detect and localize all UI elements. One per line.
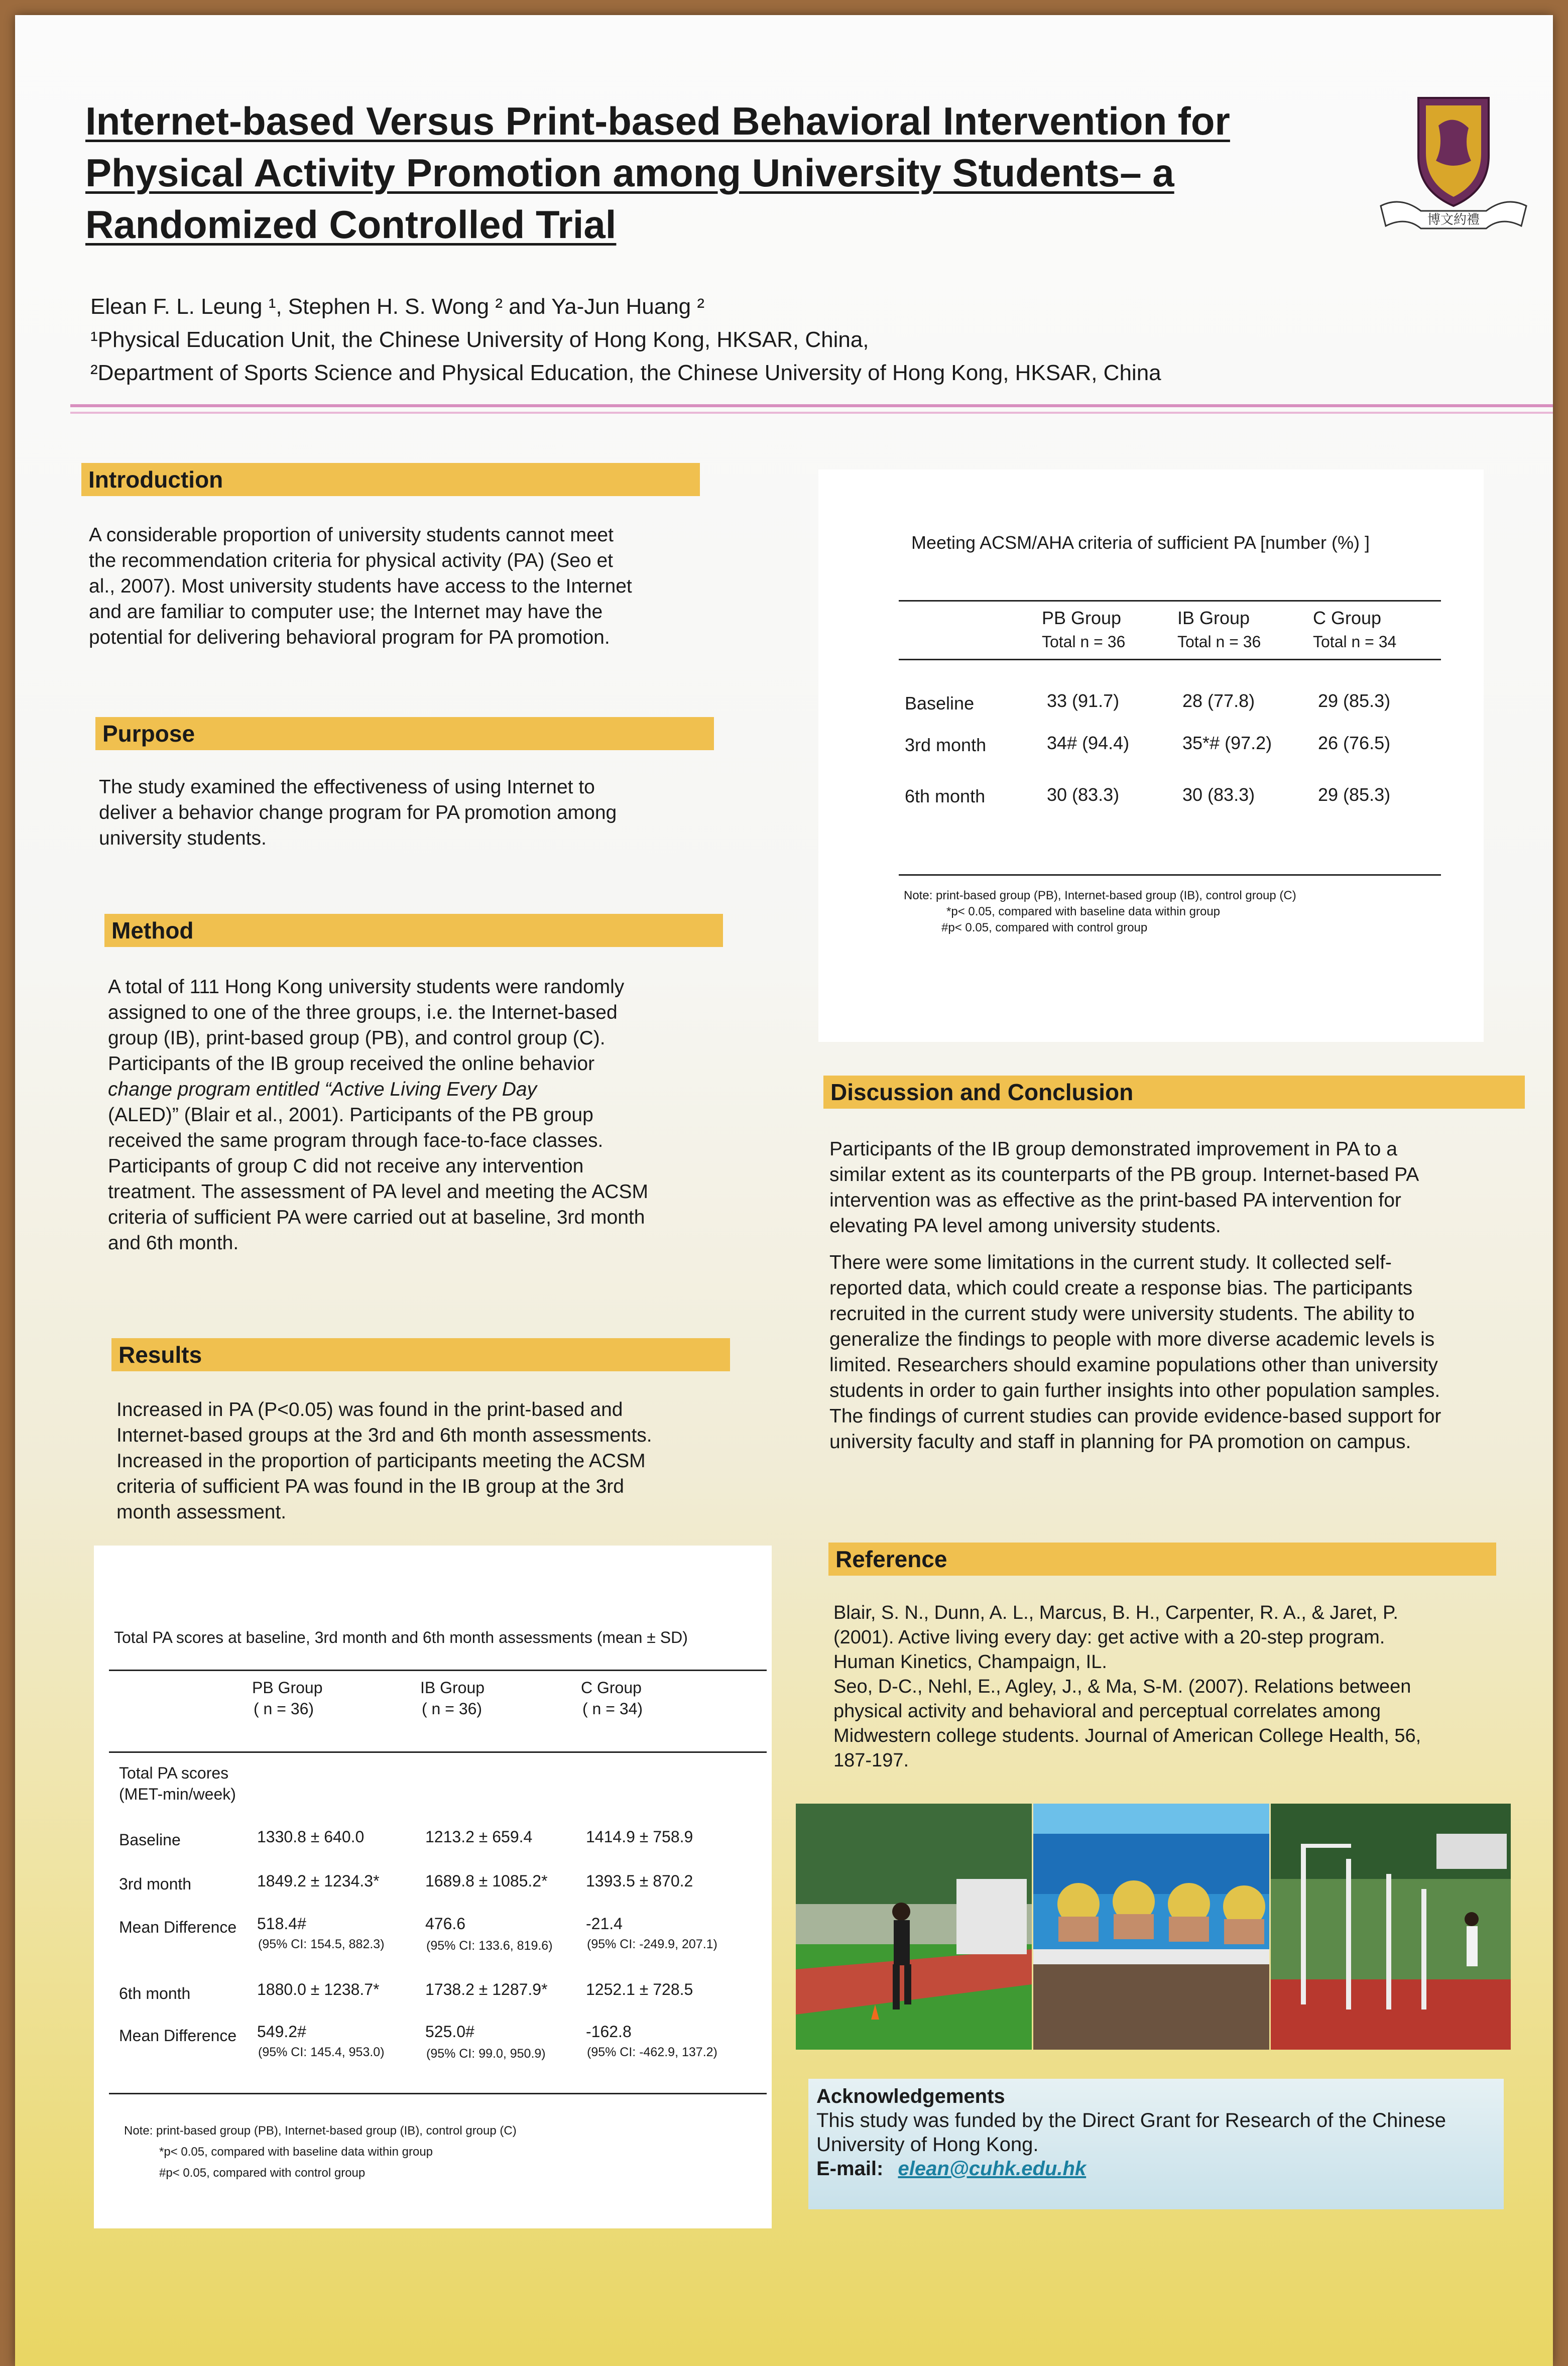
poster-title bbox=[85, 95, 1391, 251]
table-title: Meeting ACSM/AHA criteria of sufficient PA [number (%) ] bbox=[911, 532, 1370, 553]
reference-line: (2001). Active living every day: get active with a 20-step program. bbox=[833, 1627, 1385, 1648]
text-line: limited. Researchers should examine populations other than university bbox=[829, 1354, 1438, 1376]
text-line: students in order to gain further insights into other population samples. bbox=[829, 1380, 1440, 1401]
email-label: E-mail: bbox=[816, 2158, 884, 2180]
section-heading-discussion: Discussion and Conclusion bbox=[823, 1076, 1525, 1109]
confidence-interval: (95% CI: -462.9, 137.2) bbox=[587, 2045, 717, 2059]
table-cell: 29 (85.3) bbox=[1318, 690, 1391, 711]
acknowledgements-text: University of Hong Kong. bbox=[816, 2134, 1039, 2156]
text-line: Participants of the IB group received the online behavior bbox=[108, 1053, 595, 1075]
text-line: Increased in PA (P<0.05) was found in the print-based and bbox=[116, 1399, 623, 1421]
table-note: *p< 0.05, compared with baseline data within group bbox=[946, 905, 1221, 918]
text-line: assigned to one of the three groups, i.e. the Internet-based bbox=[108, 1002, 618, 1023]
affiliation-2: ²Department of Sports Science and Physical Education, the Chinese University of Hong Kong, HKSAR, China bbox=[90, 361, 1161, 385]
table-note: #p< 0.05, compared with control group bbox=[941, 921, 1148, 934]
running-track-photo bbox=[796, 1804, 1032, 2050]
text-line: Internet-based groups at the 3rd and 6th month assessments. bbox=[116, 1425, 652, 1446]
column-subheader: ( n = 34) bbox=[582, 1700, 643, 1718]
method-text bbox=[108, 974, 648, 1256]
table-rule bbox=[899, 659, 1441, 660]
email-row bbox=[816, 2156, 1086, 2181]
poster bbox=[15, 15, 1553, 2366]
table-cell: 1330.8 ± 640.0 bbox=[257, 1828, 365, 1846]
text-line: change program entitled “Active Living Every Day bbox=[108, 1079, 537, 1100]
table-cell: -162.8 bbox=[586, 2023, 632, 2041]
text-line: intervention was as effective as the print-based PA intervention for bbox=[829, 1190, 1401, 1211]
table-note: #p< 0.05, compared with control group bbox=[159, 2166, 366, 2180]
row-label: 6th month bbox=[905, 786, 986, 806]
author-block bbox=[90, 290, 1161, 390]
column-header: C Group bbox=[581, 1679, 642, 1697]
text-line: The findings of current studies can provide evidence-based support for bbox=[829, 1405, 1441, 1427]
acknowledgements-text: This study was funded by the Direct Grant for Research of the Chinese bbox=[816, 2109, 1446, 2132]
column-header: PB Group bbox=[252, 1679, 323, 1697]
confidence-interval: (95% CI: 133.6, 819.6) bbox=[426, 1939, 553, 1953]
table-cell: 1414.9 ± 758.9 bbox=[586, 1828, 693, 1846]
column-header: IB Group bbox=[420, 1679, 485, 1697]
section-heading-introduction: Introduction bbox=[81, 463, 700, 496]
column-header: IB Group bbox=[1177, 608, 1250, 628]
table-cell: -21.4 bbox=[586, 1915, 623, 1933]
text-line: deliver a behavior change program for PA promotion among bbox=[99, 802, 617, 823]
table-cell: 1252.1 ± 728.5 bbox=[586, 1980, 693, 1998]
table-note: Note: print-based group (PB), Internet-based group (IB), control group (C) bbox=[904, 889, 1296, 902]
confidence-interval: (95% CI: -249.9, 207.1) bbox=[587, 1937, 717, 1951]
table-cell: 1689.8 ± 1085.2* bbox=[425, 1872, 548, 1890]
table-cell: 28 (77.8) bbox=[1182, 690, 1255, 711]
university-crest-logo bbox=[1371, 90, 1536, 241]
author-names: Elean F. L. Leung ¹, Stephen H. S. Wong ² and Ya-Jun Huang ² bbox=[90, 294, 704, 319]
table-cell: 29 (85.3) bbox=[1318, 784, 1391, 805]
text-line: Increased in the proportion of participants meeting the ACSM bbox=[116, 1450, 646, 1472]
section-heading-purpose: Purpose bbox=[95, 717, 714, 750]
table-cell: 518.4# bbox=[257, 1915, 306, 1933]
table-cell: 1880.0 ± 1238.7* bbox=[257, 1980, 380, 1998]
text-line: university students. bbox=[99, 827, 267, 849]
text-line: A considerable proportion of university students cannot meet bbox=[89, 524, 614, 546]
table-acsm-criteria bbox=[818, 469, 1484, 1042]
column-subheader: ( n = 36) bbox=[422, 1700, 483, 1718]
outdoor-gym-photo bbox=[1271, 1804, 1511, 2050]
text-line: recruited in the current study were university students. The ability to bbox=[829, 1303, 1415, 1325]
reference-line: Midwestern college students. Journal of American College Health, 56, bbox=[833, 1725, 1421, 1746]
row-label: Baseline bbox=[905, 693, 975, 714]
affiliation-1: ¹Physical Education Unit, the Chinese University of Hong Kong, HKSAR, China, bbox=[90, 327, 869, 352]
column-header: C Group bbox=[1313, 608, 1382, 628]
introduction-text bbox=[89, 522, 632, 650]
table-note: Note: print-based group (PB), Internet-based group (IB), control group (C) bbox=[124, 2124, 517, 2138]
table-cell: 30 (83.3) bbox=[1182, 784, 1255, 805]
text-line: university faculty and staff in planning for PA promotion on campus. bbox=[829, 1431, 1411, 1453]
table-cell: 525.0# bbox=[425, 2023, 474, 2041]
text-line: received the same program through face-to-face classes. bbox=[108, 1130, 604, 1151]
text-line: Participants of group C did not receive any intervention bbox=[108, 1155, 584, 1177]
text-line: reported data, which could create a response bias. The participants bbox=[829, 1277, 1413, 1299]
table-cell: 35*# (97.2) bbox=[1182, 733, 1272, 753]
reference-line: Seo, D-C., Nehl, E., Agley, J., & Ma, S-M. (2007). Relations between bbox=[833, 1676, 1411, 1697]
discussion-text bbox=[829, 1136, 1441, 1455]
text-line: and 6th month. bbox=[108, 1232, 239, 1254]
row-label: 3rd month bbox=[905, 735, 987, 755]
table-cell: 33 (91.7) bbox=[1047, 690, 1120, 711]
column-subheader: Total n = 36 bbox=[1042, 633, 1126, 651]
text-line: Participants of the IB group demonstrated improvement in PA to a bbox=[829, 1138, 1397, 1160]
table-cell: 26 (76.5) bbox=[1318, 733, 1391, 753]
section-label: Total PA scores bbox=[119, 1764, 229, 1782]
text-line: similar extent as its counterparts of the PB group. Internet-based PA bbox=[829, 1164, 1419, 1186]
section-unit: (MET-min/week) bbox=[119, 1785, 236, 1803]
table-cell: 549.2# bbox=[257, 2023, 306, 2041]
text-line: potential for delivering behavioral program for PA promotion. bbox=[89, 627, 610, 648]
divider bbox=[70, 404, 1553, 407]
title-line: Internet-based Versus Print-based Behavioral Intervention for bbox=[85, 99, 1230, 143]
confidence-interval: (95% CI: 99.0, 950.9) bbox=[426, 2047, 546, 2061]
text-line: elevating PA level among university students. bbox=[829, 1215, 1221, 1237]
title-line: Randomized Controlled Trial bbox=[85, 202, 617, 247]
crest-motto: 博文約禮 bbox=[1427, 212, 1480, 227]
results-text bbox=[116, 1397, 652, 1525]
row-label: 6th month bbox=[119, 1984, 191, 2002]
table-rule bbox=[109, 2093, 767, 2094]
text-line: and are familiar to computer use; the Internet may have the bbox=[89, 601, 603, 623]
acknowledgements-heading: Acknowledgements bbox=[816, 2085, 1005, 2107]
table-rule bbox=[899, 600, 1441, 602]
row-label: Mean Difference bbox=[119, 2027, 237, 2045]
column-header: PB Group bbox=[1042, 608, 1122, 628]
reference-line: Human Kinetics, Champaign, IL. bbox=[833, 1651, 1107, 1673]
text-line: group (IB), print-based group (PB), and control group (C). bbox=[108, 1027, 606, 1049]
purpose-text bbox=[99, 774, 617, 851]
table-title: Total PA scores at baseline, 3rd month and 6th month assessments (mean ± SD) bbox=[114, 1628, 688, 1646]
discussion-paragraph-2 bbox=[829, 1250, 1441, 1455]
section-heading-reference: Reference bbox=[828, 1543, 1496, 1576]
text-line: criteria of sufficient PA were carried out at baseline, 3rd month bbox=[108, 1207, 645, 1228]
text-line: al., 2007). Most university students have access to the Internet bbox=[89, 575, 632, 597]
discussion-paragraph-1 bbox=[829, 1136, 1441, 1239]
title-line: Physical Activity Promotion among University Students– a bbox=[85, 151, 1174, 195]
table-rule bbox=[109, 1751, 767, 1753]
swimming-pool-photo bbox=[1033, 1804, 1269, 2050]
column-subheader: Total n = 36 bbox=[1177, 633, 1261, 651]
row-label: Mean Difference bbox=[119, 1918, 237, 1936]
reference-line: Blair, S. N., Dunn, A. L., Marcus, B. H., Carpenter, R. A., & Jaret, P. bbox=[833, 1602, 1398, 1623]
confidence-interval: (95% CI: 154.5, 882.3) bbox=[258, 1937, 385, 1951]
row-label: 3rd month bbox=[119, 1875, 192, 1893]
reference-line: 187-197. bbox=[833, 1750, 909, 1771]
text-line: criteria of sufficient PA was found in the IB group at the 3rd bbox=[116, 1476, 624, 1497]
email-link[interactable]: elean@cuhk.edu.hk bbox=[898, 2158, 1087, 2180]
text-line: (ALED)” (Blair et al., 2001). Participants of the PB group bbox=[108, 1104, 593, 1126]
table-cell: 34# (94.4) bbox=[1047, 733, 1130, 753]
row-label: Baseline bbox=[119, 1831, 181, 1849]
text-line: generalize the findings to people with more diverse academic levels is bbox=[829, 1329, 1435, 1350]
text-line: A total of 111 Hong Kong university students were randomly bbox=[108, 976, 625, 998]
table-cell: 30 (83.3) bbox=[1047, 784, 1120, 805]
text-line: treatment. The assessment of PA level and meeting the ACSM bbox=[108, 1181, 648, 1203]
confidence-interval: (95% CI: 145.4, 953.0) bbox=[258, 2045, 385, 2059]
table-cell: 1213.2 ± 659.4 bbox=[425, 1828, 533, 1846]
table-rule bbox=[109, 1670, 767, 1671]
text-line: There were some limitations in the current study. It collected self- bbox=[829, 1252, 1392, 1273]
text-line: the recommendation criteria for physical activity (PA) (Seo et bbox=[89, 550, 614, 571]
text-line: The study examined the effectiveness of using Internet to bbox=[99, 776, 595, 798]
text-line: month assessment. bbox=[116, 1501, 287, 1523]
table-cell: 476.6 bbox=[425, 1915, 466, 1933]
table-total-pa-scores bbox=[94, 1546, 772, 2228]
table-cell: 1738.2 ± 1287.9* bbox=[425, 1980, 548, 1998]
table-cell: 1393.5 ± 870.2 bbox=[586, 1872, 693, 1890]
acknowledgements-box bbox=[808, 2079, 1504, 2209]
table-rule bbox=[899, 874, 1441, 876]
section-heading-results: Results bbox=[111, 1338, 730, 1371]
section-heading-method: Method bbox=[104, 914, 723, 947]
reference-list bbox=[833, 1601, 1421, 1773]
column-subheader: ( n = 36) bbox=[254, 1700, 314, 1718]
divider bbox=[70, 412, 1553, 414]
reference-line: physical activity and behavioral and perceptual correlates among bbox=[833, 1701, 1381, 1722]
column-subheader: Total n = 34 bbox=[1313, 633, 1397, 651]
table-cell: 1849.2 ± 1234.3* bbox=[257, 1872, 380, 1890]
table-note: *p< 0.05, compared with baseline data within group bbox=[159, 2145, 433, 2159]
